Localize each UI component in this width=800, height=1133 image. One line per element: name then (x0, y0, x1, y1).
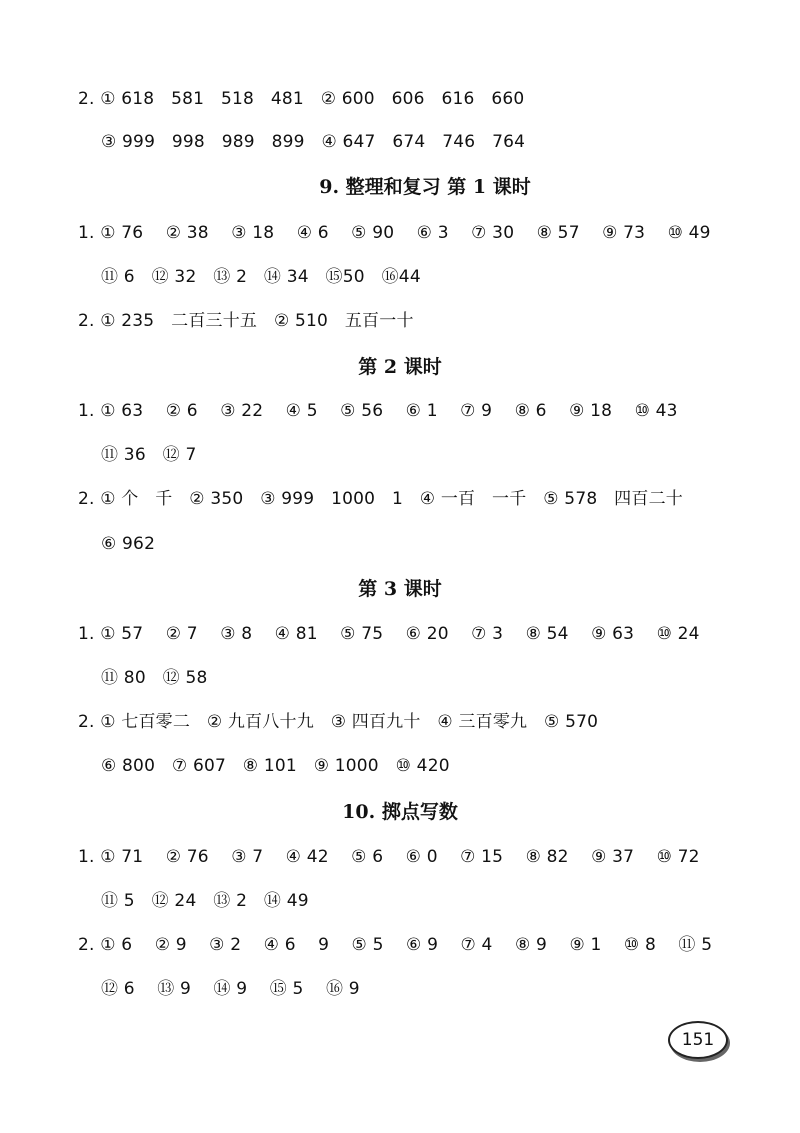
answer-line: ⑥ 962 (101, 534, 156, 554)
answer-line: ⑥ 800 ⑦ 607 ⑧ 101 ⑨ 1000 ⑩ 420 (101, 756, 450, 776)
answer-line: ⑪ 36 ⑫ 7 (101, 445, 197, 465)
answer-line: 1. ① 76 ② 38 ③ 18 ④ 6 ⑤ 90 ⑥ 3 ⑦ 30 ⑧ 57 ⑨ 73 ⑩ 49 (78, 223, 711, 243)
answer-line: 2. ① 6 ② 9 ③ 2 ④ 6 9 ⑤ 5 ⑥ 9 ⑦ 4 ⑧ 9 ⑨ 1 ⑩ 8 ⑪ 5 (78, 935, 713, 955)
page-number: 151 (668, 1021, 728, 1059)
answer-line: 2. ① 618 581 518 481 ② 600 606 616 660 (78, 89, 525, 109)
answer-line: 1. ① 71 ② 76 ③ 7 ④ 42 ⑤ 6 ⑥ 0 ⑦ 15 ⑧ 82 ⑨ 37 ⑩ 72 (78, 847, 700, 867)
answer-line: ⑫ 6 ⑬ 9 ⑭ 9 ⑮ 5 ⑯ 9 (101, 979, 360, 999)
answer-line: ⑪ 80 ⑫ 58 (101, 668, 208, 688)
answer-line: ⑪ 5 ⑫ 24 ⑬ 2 ⑭ 49 (101, 891, 309, 911)
answer-line: 2. ① 个 千 ② 350 ③ 999 1000 1 ④ 一百 一千 ⑤ 578 四百二十 (78, 489, 683, 509)
section-heading: 10. 掷点写数 (342, 801, 458, 823)
answer-line: 1. ① 57 ② 7 ③ 8 ④ 81 ⑤ 75 ⑥ 20 ⑦ 3 ⑧ 54 ⑨ 63 ⑩ 24 (78, 624, 700, 644)
section-heading: 第 3 课时 (358, 578, 442, 600)
section-heading: 9. 整理和复习 第 1 课时 (319, 176, 531, 198)
answer-line: 2. ① 235 二百三十五 ② 510 五百一十 (78, 311, 414, 331)
section-heading: 第 2 课时 (358, 356, 442, 378)
answer-line: ⑪ 6 ⑫ 32 ⑬ 2 ⑭ 34 ⑮50 ⑯44 (101, 267, 421, 287)
answer-line: ③ 999 998 989 899 ④ 647 674 746 764 (101, 132, 526, 152)
answer-line: 2. ① 七百零二 ② 九百八十九 ③ 四百九十 ④ 三百零九 ⑤ 570 (78, 712, 599, 732)
answer-line: 1. ① 63 ② 6 ③ 22 ④ 5 ⑤ 56 ⑥ 1 ⑦ 9 ⑧ 6 ⑨ 18 ⑩ 43 (78, 401, 678, 421)
